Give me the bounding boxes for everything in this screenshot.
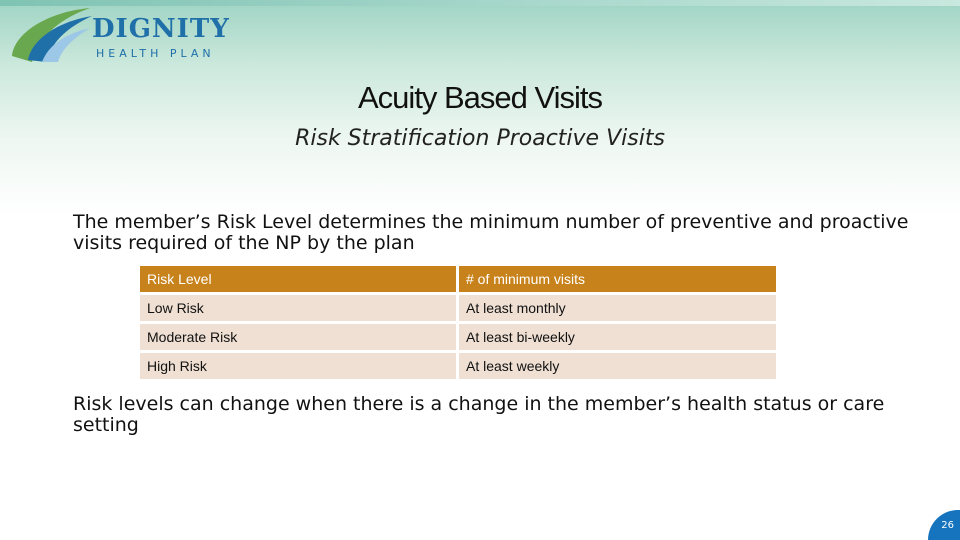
logo-name: DIGNITY [92, 14, 230, 44]
page-number-badge [928, 510, 960, 540]
risk-level-cell: Low Risk [140, 295, 456, 321]
visits-cell: At least bi-weekly [459, 324, 776, 350]
dignity-swoosh-icon [6, 4, 96, 68]
risk-level-cell: Moderate Risk [140, 324, 456, 350]
risk-level-table [137, 263, 779, 382]
page-number: 26 [941, 520, 954, 531]
table-row [140, 295, 776, 321]
table-row [140, 324, 776, 350]
table-row [140, 353, 776, 379]
intro-paragraph: The member’s Risk Level determines the minimum number of preventive and proactive visits required of the NP by the plan [73, 211, 909, 254]
risk-level-cell: High Risk [140, 353, 456, 379]
header-risk-level: Risk Level [140, 266, 456, 292]
visits-cell: At least monthly [459, 295, 776, 321]
slide-title: Acuity Based Visits [357, 80, 603, 115]
table-header-row [140, 266, 776, 292]
header-minimum-visits: # of minimum visits [459, 266, 776, 292]
slide-subtitle: Risk Stratification Proactive Visits [295, 126, 665, 151]
note-paragraph: Risk levels can change when there is a change in the member’s health status or care setting [73, 393, 885, 436]
dignity-health-plan-logo [6, 4, 236, 68]
visits-cell: At least weekly [459, 353, 776, 379]
logo-subtitle: HEALTH PLAN [96, 47, 215, 60]
